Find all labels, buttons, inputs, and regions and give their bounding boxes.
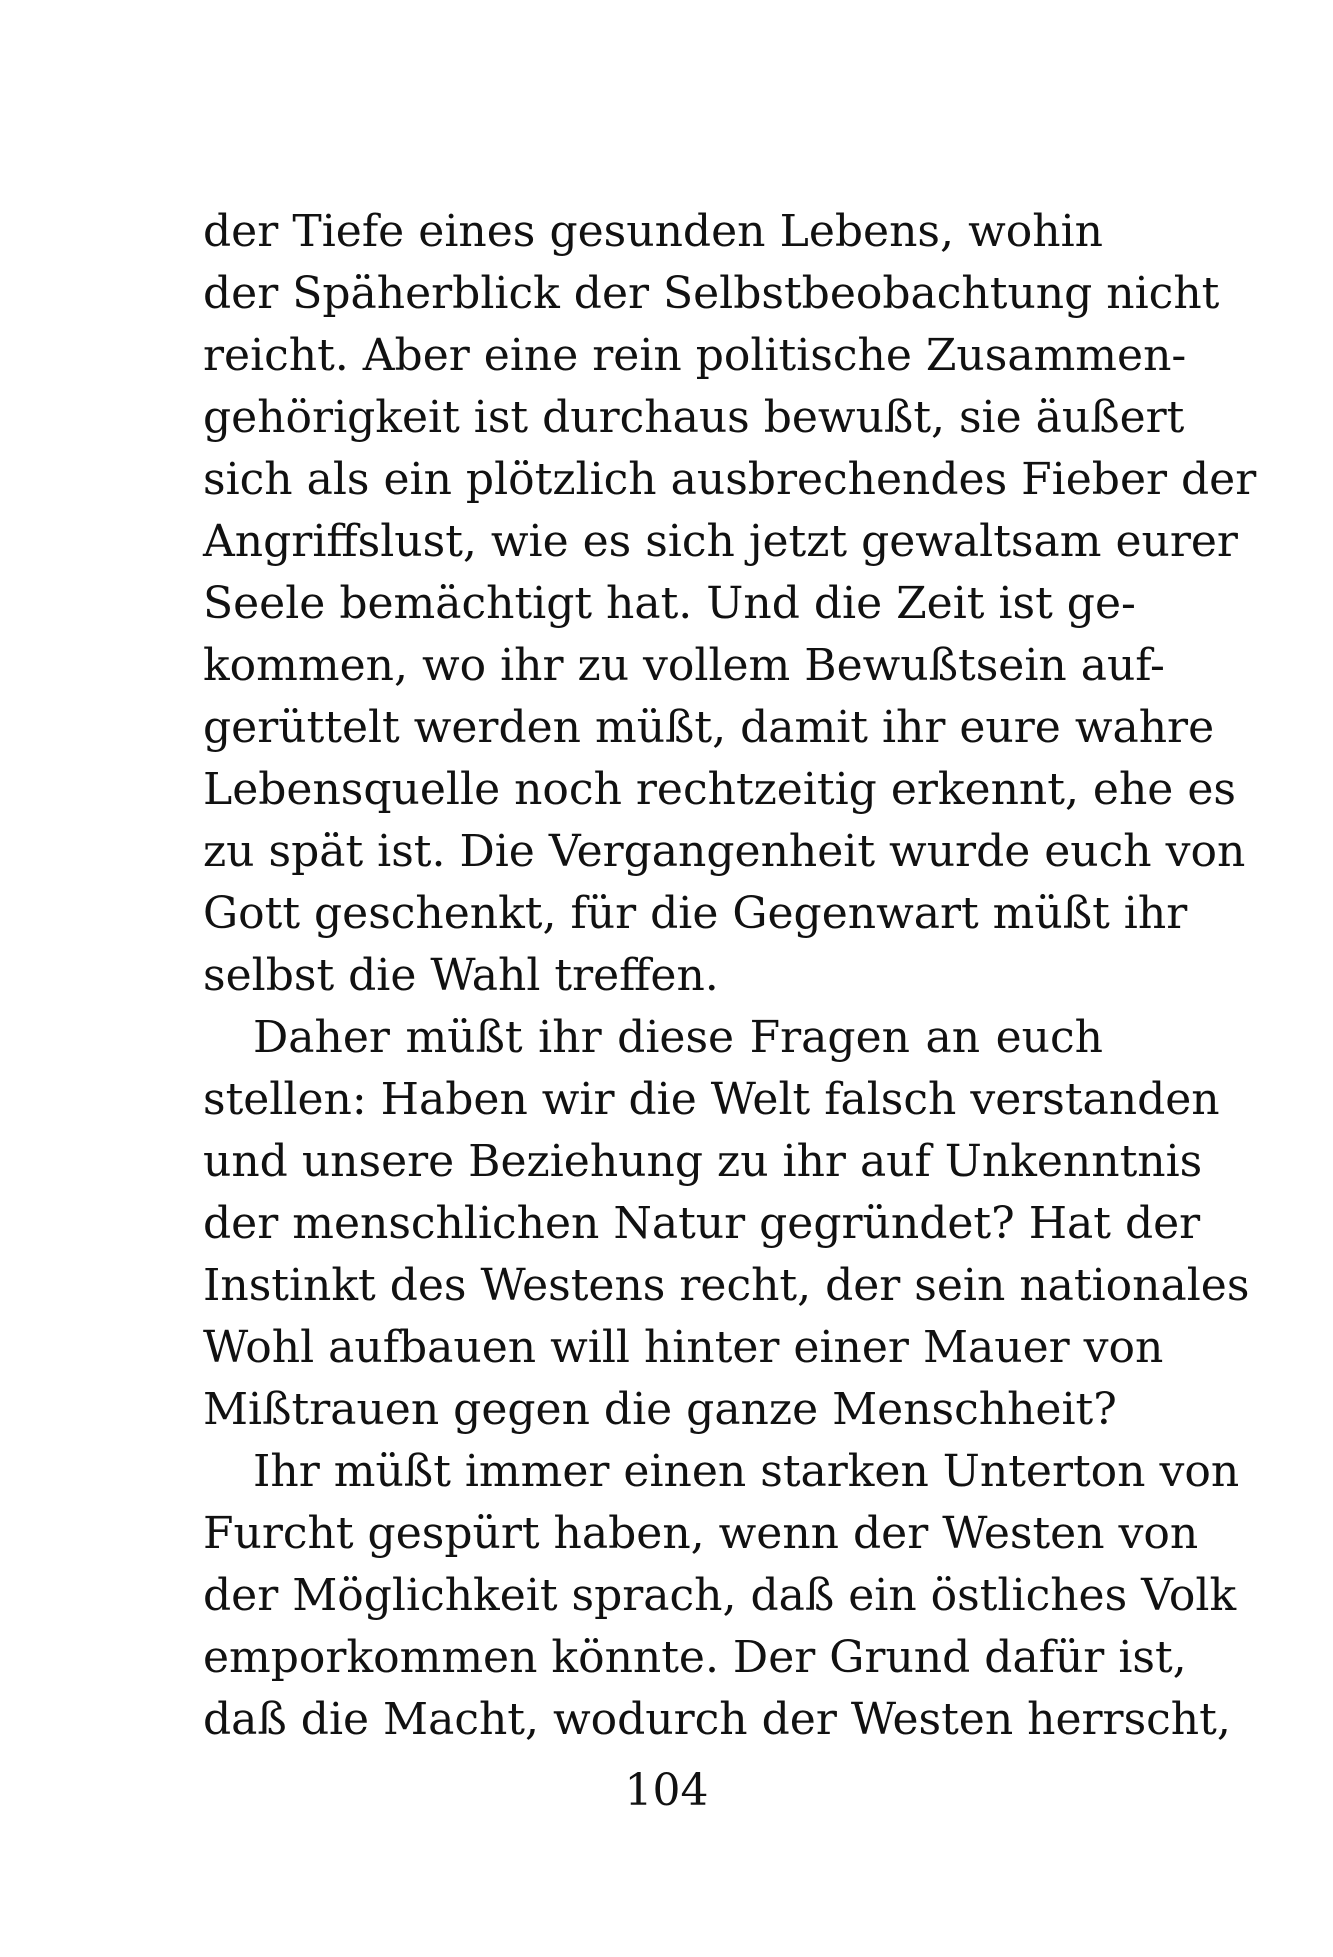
text-line: gehörigkeit ist durchaus bewußt, sie äußert <box>203 392 1185 443</box>
text-line: Angriffslust, wie es sich jetzt gewaltsam eurer <box>203 516 1238 567</box>
text-line: der Späherblick der Selbstbeobachtung nicht <box>203 268 1220 319</box>
text-line: und unsere Beziehung zu ihr auf Unkenntnis <box>203 1136 1203 1187</box>
text-line: der Tiefe eines gesunden Lebens, wohin <box>203 206 1103 257</box>
text-line: Instinkt des Westens recht, der sein nationales <box>203 1260 1250 1311</box>
text-line: Ihr müßt immer einen starken Unterton von <box>253 1446 1240 1497</box>
text-line: daß die Macht, wodurch der Westen herrscht, <box>203 1694 1231 1745</box>
body-text <box>203 201 1257 1751</box>
text-line: zu spät ist. Die Vergangenheit wurde euch von <box>203 826 1246 877</box>
text-line: Wohl aufbauen will hinter einer Mauer von <box>203 1322 1164 1373</box>
text-line: gerüttelt werden müßt, damit ihr eure wahre <box>203 702 1215 753</box>
text-line: Seele bemächtigt hat. Und die Zeit ist ge- <box>203 578 1136 629</box>
page-number: 104 <box>624 1765 709 1816</box>
text-line: reicht. Aber eine rein politische Zusammen- <box>203 330 1187 381</box>
text-line: kommen, wo ihr zu vollem Bewußtsein auf- <box>203 640 1165 691</box>
text-line: Lebensquelle noch rechtzeitig erkennt, ehe es <box>203 764 1236 815</box>
text-line: stellen: Haben wir die Welt falsch verstanden <box>203 1074 1220 1125</box>
text-line: der menschlichen Natur gegründet? Hat der <box>203 1198 1201 1249</box>
text-line: der Möglichkeit sprach, daß ein östliches Volk <box>203 1570 1237 1621</box>
text-line: sich als ein plötzlich ausbrechendes Fieber der <box>203 454 1257 505</box>
text-line: Furcht gespürt haben, wenn der Westen von <box>203 1508 1199 1559</box>
text-line: emporkommen könnte. Der Grund dafür ist, <box>203 1632 1187 1683</box>
text-line: selbst die Wahl treffen. <box>203 950 719 1001</box>
text-line: Mißtrauen gegen die ganze Menschheit? <box>203 1384 1117 1435</box>
text-line: Gott geschenkt, für die Gegenwart müßt ihr <box>203 888 1188 939</box>
text-line: Daher müßt ihr diese Fragen an euch <box>253 1012 1103 1063</box>
